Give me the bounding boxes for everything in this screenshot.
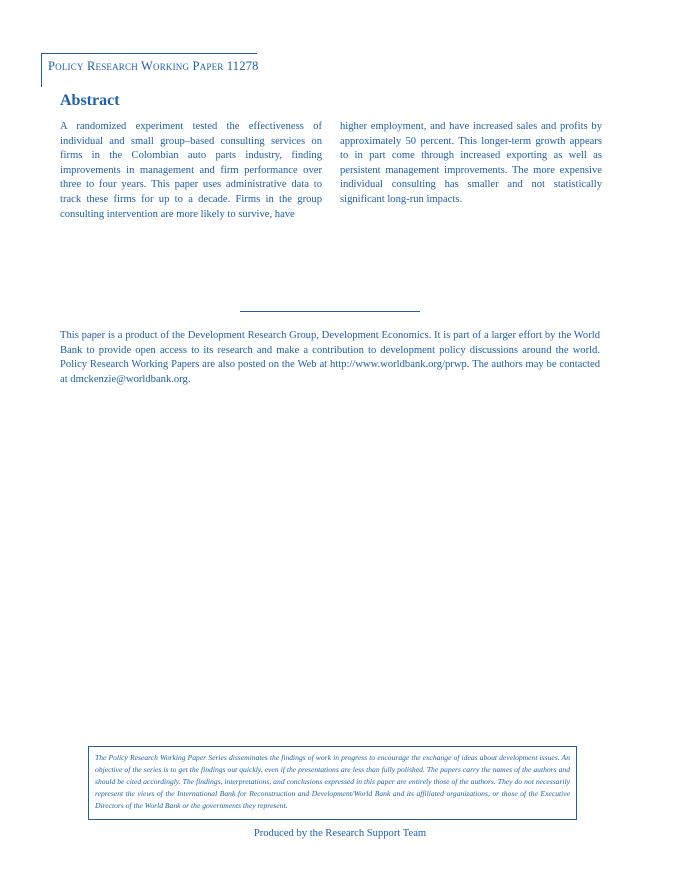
series-header-box [41, 53, 257, 87]
disclaimer-box [88, 746, 577, 820]
product-note: This paper is a product of the Development Research Group, Development Economics. It is part of a larger effort by the World Bank to provide open access to its research and make a contribution to development policy discussions around the world. Policy Research Working Papers are also posted on the Web at http://www.worldbank.org/prwp. The authors may be contacted at dmckenzie@worldbank.org. [60, 330, 600, 385]
series-label: Policy Research Working Paper 11278 [48, 59, 259, 73]
section-divider [240, 311, 420, 312]
disclaimer-text: The Policy Research Working Paper Series disseminates the findings of work in progress to encourage the exchange of ideas about development issues. An objective of the series is to get the findings out quickly, even if the presentations are less than fully polished. The papers carry the names of the authors and should be cited accordingly. The findings, interpretations, and conclusions expressed in this paper are entirely those of the authors. They do not necessarily represent the views of the International Bank for Reconstruction and Development/World Bank and its affiliated organizations, or those of the Executive Directors of the World Bank or the governments they represent. [95, 753, 570, 811]
abstract-column-right: higher employment, and have increased sales and profits by approximately 50 percent. This longer-term growth appears to in part come through increased exporting as well as persistent management improvements. The more expensive individual consulting has smaller and not statistically significant long-run impacts. [340, 121, 602, 205]
footer-credit: Produced by the Research Support Team [253, 828, 427, 839]
abstract-column-left: A randomized experiment tested the effectiveness of individual and small group–based consulting services on firms in the Colombian auto parts industry, finding improvements in management and firm performance over three to four years. This paper uses administrative data to track these firms for up to a decade. Firms in the group consulting intervention are more likely to survive, have [60, 121, 322, 220]
abstract-heading: Abstract [60, 92, 120, 109]
